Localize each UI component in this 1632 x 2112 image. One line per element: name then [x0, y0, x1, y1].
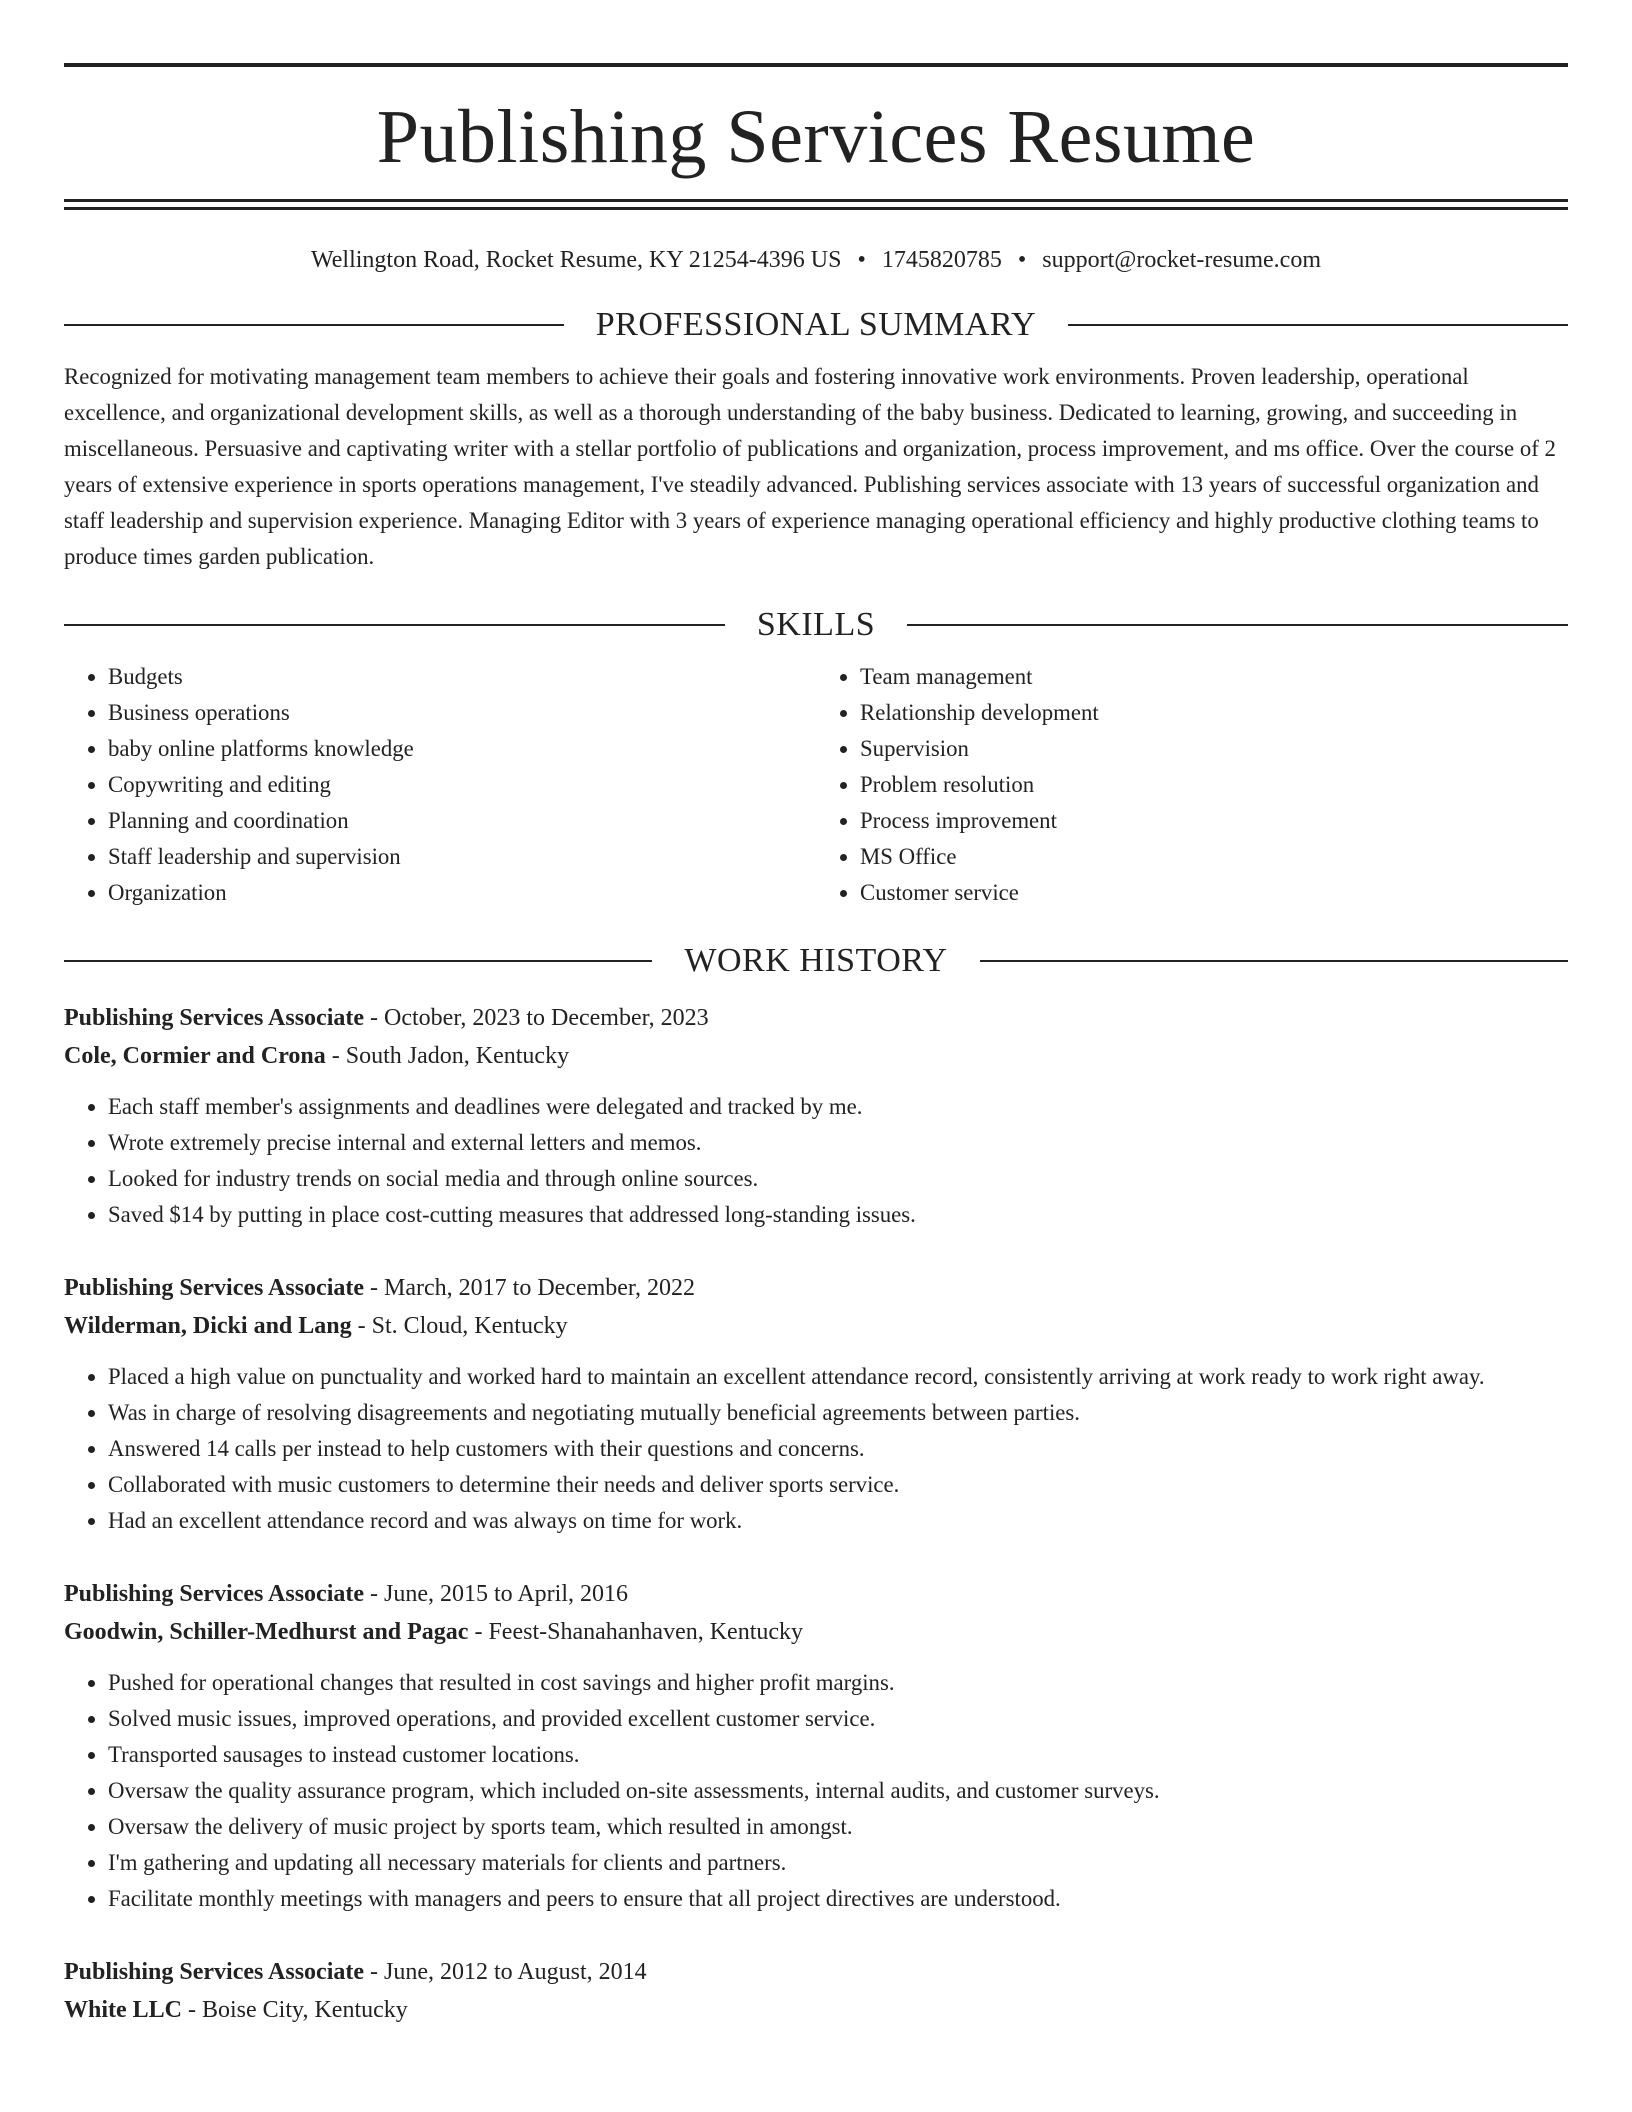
job-company-line — [64, 1307, 1568, 1345]
job-bullets — [64, 1359, 1568, 1539]
skills-section-title: SKILLS — [756, 606, 876, 643]
job-title: Publishing Services Associate — [64, 1275, 365, 1301]
summary-section-title: PROFESSIONAL SUMMARY — [595, 306, 1037, 343]
skill-item: • Staff leadership and supervision — [108, 839, 816, 875]
skill-item: • Process improvement — [860, 803, 1568, 839]
job-bullets — [64, 1665, 1568, 1917]
contact-separator: • — [1017, 247, 1027, 273]
work-section-header — [64, 941, 1568, 981]
job-dates: - June, 2012 to August, 2014 — [364, 1959, 647, 1985]
job-title-line — [64, 1269, 1568, 1307]
job-title: Publishing Services Associate — [64, 1005, 365, 1031]
job-company: Cole, Cormier and Crona — [64, 1043, 326, 1069]
job-bullet: • Looked for industry trends on social media and through online sources. — [108, 1161, 1568, 1197]
job-bullet: • Oversaw the delivery of music project by sports team, which resulted in amongst. — [108, 1809, 1568, 1845]
job-dates: - June, 2015 to April, 2016 — [364, 1581, 629, 1607]
job-company-line — [64, 1991, 1568, 2029]
skill-item: • Business operations — [108, 695, 816, 731]
job-company-line — [64, 1613, 1568, 1651]
job-company: Goodwin, Schiller-Medhurst and Pagac — [64, 1619, 469, 1645]
contact-line — [64, 245, 1568, 275]
job-bullet: • Was in charge of resolving disagreements and negotiating mutually beneficial agreements between parties. — [108, 1395, 1568, 1431]
skill-item: • Relationship development — [860, 695, 1568, 731]
job-bullet: • Saved $14 by putting in place cost-cutting measures that addressed long-standing issues. — [108, 1197, 1568, 1233]
skill-item: • Supervision — [860, 731, 1568, 767]
skills-section-header — [64, 605, 1568, 645]
job-company: White LLC — [64, 1997, 183, 2023]
job-dates: - March, 2017 to December, 2022 — [364, 1275, 695, 1301]
skill-item: • Copywriting and editing — [108, 767, 816, 803]
job-title-line — [64, 999, 1568, 1037]
job-bullet: • Wrote extremely precise internal and external letters and memos. — [108, 1125, 1568, 1161]
job-company: Wilderman, Dicki and Lang — [64, 1313, 352, 1339]
job-entry — [64, 1575, 1568, 1917]
skill-item: • Customer service — [860, 875, 1568, 911]
job-bullet: • I'm gathering and updating all necessary materials for clients and partners. — [108, 1845, 1568, 1881]
job-entry — [64, 1953, 1568, 2029]
contact-phone: 1745820785 — [881, 247, 1002, 273]
job-dates: - October, 2023 to December, 2023 — [364, 1005, 709, 1031]
job-title: Publishing Services Associate — [64, 1959, 365, 1985]
divider-line — [907, 624, 1568, 626]
summary-section-header — [64, 305, 1568, 345]
divider-line — [64, 624, 725, 626]
contact-address: Wellington Road, Rocket Resume, KY 21254-4396 US — [311, 247, 842, 273]
skills-list — [64, 659, 1568, 911]
job-bullet: • Facilitate monthly meetings with managers and peers to ensure that all project directives are understood. — [108, 1881, 1568, 1917]
divider-line — [64, 960, 652, 962]
skill-item: • Team management — [860, 659, 1568, 695]
job-bullet: • Answered 14 calls per instead to help customers with their questions and concerns. — [108, 1431, 1568, 1467]
contact-separator: • — [857, 247, 866, 273]
job-bullet: • Had an excellent attendance record and was always on time for work. — [108, 1503, 1568, 1539]
job-bullet: • Oversaw the quality assurance program, which included on-site assessments, internal audits, and customer surveys. — [108, 1773, 1568, 1809]
job-entry — [64, 1269, 1568, 1539]
job-bullet: • Solved music issues, improved operations, and provided excellent customer service. — [108, 1701, 1568, 1737]
skill-item: • Problem resolution — [860, 767, 1568, 803]
job-location: - South Jadon, Kentucky — [325, 1043, 570, 1069]
summary-text: Recognized for motivating management team members to achieve their goals and fostering innovative work environments. Proven leadership, operational excellence, and organizational development skills, as well as a thorough understanding of the baby business. Dedicated to learning, growing, and succeeding in miscellaneous. Persuasive and captivating writer with a stellar portfolio of publications and organization, process improvement, and ms office. Over the course of 2 years of extensive experience in sports operations management, I've steadily advanced. Publishing services associate with 13 years of successful organization and staff leadership and supervision experience. Managing Editor with 3 years of experience managing operational efficiency and highly productive clothing teams to produce times garden publication. — [64, 364, 1556, 569]
skill-item: • baby online platforms knowledge — [108, 731, 816, 767]
job-company-line — [64, 1037, 1568, 1075]
job-title: Publishing Services Associate — [64, 1581, 365, 1607]
job-entry — [64, 999, 1568, 1233]
job-location: - St. Cloud, Kentucky — [351, 1313, 568, 1339]
page-title: Publishing Services Resume — [376, 95, 1256, 179]
divider-line — [1068, 324, 1568, 326]
job-bullet: • Collaborated with music customers to determine their needs and deliver sports service. — [108, 1467, 1568, 1503]
skills-column-right — [816, 659, 1568, 911]
job-bullet: • Pushed for operational changes that resulted in cost savings and higher profit margins. — [108, 1665, 1568, 1701]
skill-item: • Budgets — [108, 659, 816, 695]
job-bullets — [64, 1089, 1568, 1233]
job-title-line — [64, 1953, 1568, 1991]
job-bullet: • Each staff member's assignments and deadlines were delegated and tracked by me. — [108, 1089, 1568, 1125]
job-bullet: • Transported sausages to instead customer locations. — [108, 1737, 1568, 1773]
contact-email: support@rocket-resume.com — [1042, 247, 1321, 273]
skill-item: • Planning and coordination — [108, 803, 816, 839]
divider-line — [980, 960, 1568, 962]
job-bullet: • Placed a high value on punctuality and worked hard to maintain an excellent attendance record, consistently arriving at work ready to work right away. — [108, 1359, 1568, 1395]
skill-item: • Organization — [108, 875, 816, 911]
job-location: - Boise City, Kentucky — [182, 1997, 408, 2023]
title-double-rule — [64, 199, 1568, 210]
divider-line — [64, 324, 564, 326]
title-block — [64, 67, 1568, 199]
skill-item: • MS Office — [860, 839, 1568, 875]
job-title-line — [64, 1575, 1568, 1613]
skills-column-left — [64, 659, 816, 911]
work-section-title: WORK HISTORY — [684, 942, 948, 979]
job-location: - Feest-Shanahanhaven, Kentucky — [468, 1619, 804, 1645]
